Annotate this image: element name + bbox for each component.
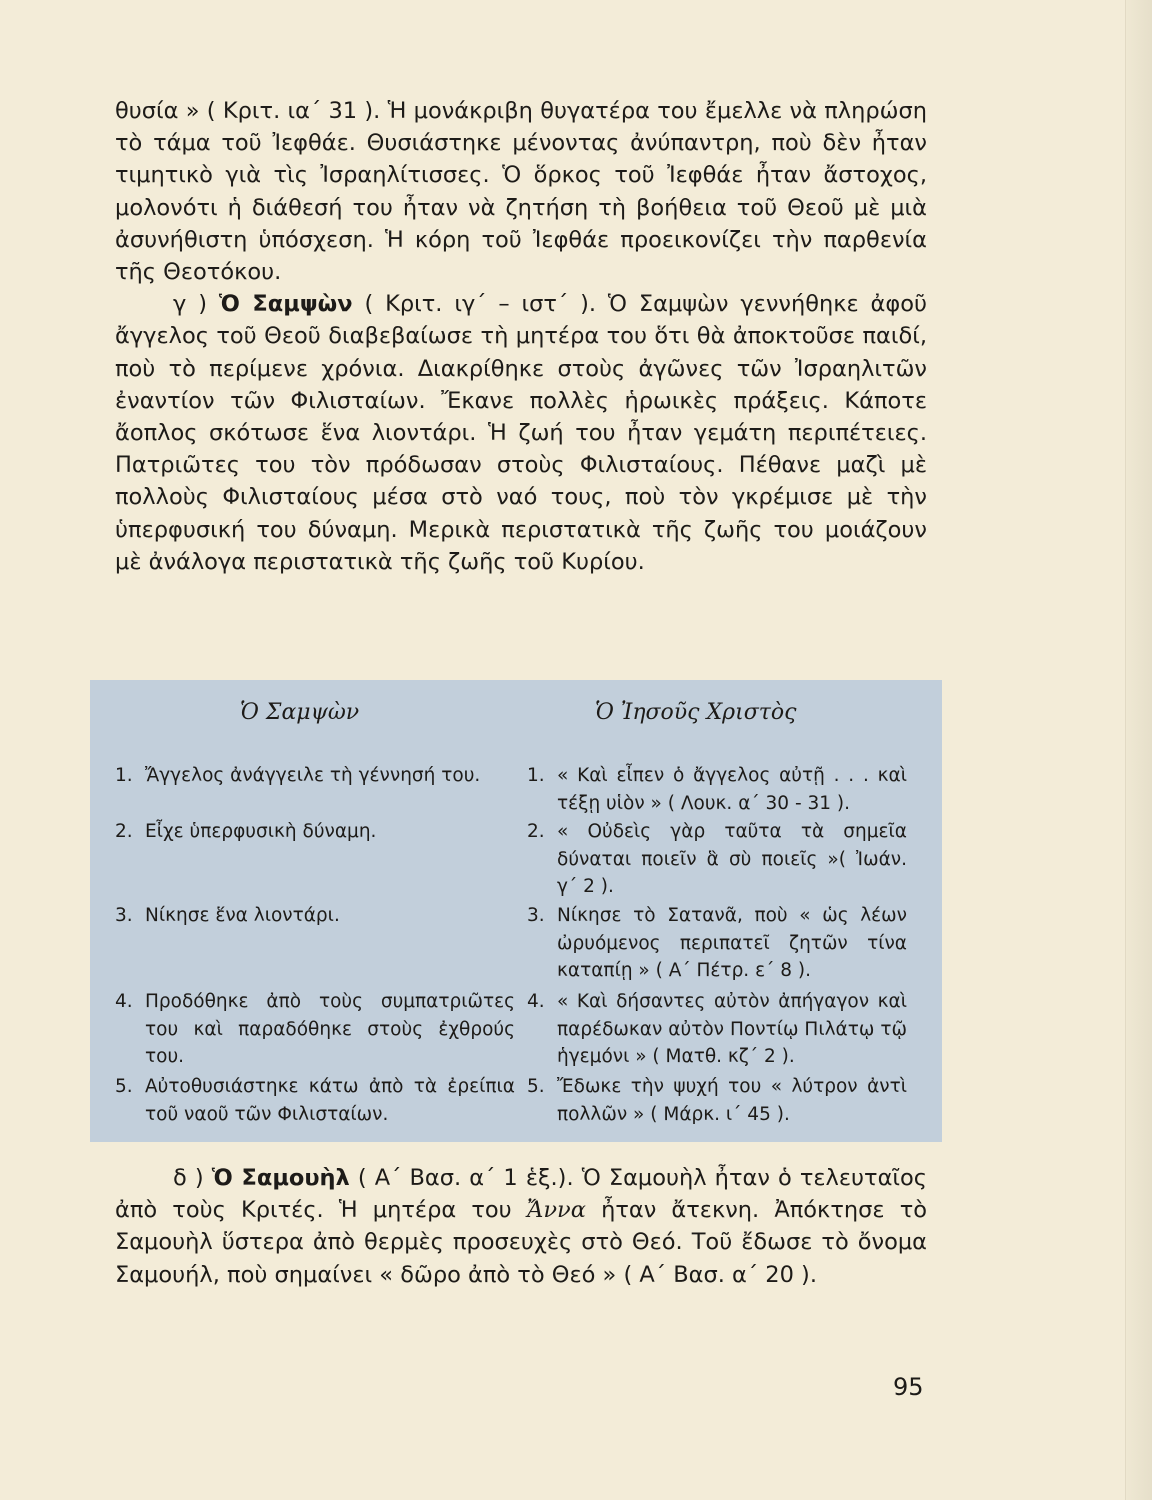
samson-item: 1. Ἄγγελος ἀνάγγειλε τὴ γέννησή του. [115,765,481,786]
christ-item: 1. « Καὶ εἶπεν ὁ ἄγγελος αὐτῇ . . . καὶ τέξῃ υἱὸν » ( Λουκ. α΄ 30 - 31 ). [527,765,907,814]
page-edge [1125,0,1152,1500]
section-label-d: δ ) [173,1165,204,1191]
paragraph-jephthah-samson [115,95,927,578]
samson-item: 3. Νίκησε ἕνα λιοντάρι. [115,905,340,926]
christ-item: 5. Ἔδωκε τὴν ψυχή του « λύτρον ἀντὶ πολλῶν » ( Μάρκ. ι΄ 45 ). [527,1076,907,1125]
samuel-heading: Ὁ Σαμουὴλ [211,1165,350,1191]
samson-item: 4. Προδόθηκε ἀπὸ τοὺς συμπατριῶτες του καὶ παραδόθηκε στοὺς ἐχθρούς του. [115,991,515,1067]
section-label-c: γ ) [173,291,207,318]
christ-item: 2. « Οὐδεὶς γὰρ ταῦτα τὰ σημεῖα δύναται ποιεῖν ἃ σὺ ποιεῖς »( Ἰωάν. γ΄ 2 ). [527,821,907,897]
christ-column-heading: Ὁ Ἰησοῦς Χριστὸς [595,700,797,725]
christ-item: 4. « Καὶ δήσαντες αὐτὸν ἀπήγαγον καὶ παρέδωκαν αὐτὸν Ποντίῳ Πιλάτῳ τῷ ἡγεμόνι » ( Ματθ. κζ΄ 2 ). [527,991,907,1067]
samson-item: 2. Εἶχε ὑπερφυσικὴ δύναμη. [115,821,377,842]
samuel-text-a: ( Α΄ Βασ. α΄ 1 ἑξ.). Ὁ Σαμουὴλ ἦταν ὁ τελευταῖος ἀπὸ τοὺς Κριτές. Ἡ μητέρα του [115,1165,927,1224]
comparison-panel [90,680,942,1142]
samson-column-heading: Ὁ Σαμψὼν [240,700,360,725]
paragraph-samuel [115,1162,927,1291]
christ-item: 3. Νίκησε τὸ Σατανᾶ, ποὺ « ὡς λέων ὠρυόμενος περιπατεῖ ζητῶν τίνα καταπίῃ » ( Α΄ Πέτρ. ε΄ 8 ). [527,905,907,981]
samuel-text-b: ἦταν ἄτεκνη. Ἀπόκτησε τὸ Σαμουὴλ ὕστερα ἀπὸ θερμὲς προσευχὲς στὸ Θεό. Τοῦ ἔδωσε τὸ ὄνομα Σαμουήλ, ποὺ σημαίνει « δῶρο ἀπὸ τὸ Θεό » ( Α΄ Βασ. α΄ 20 ). [115,1197,928,1288]
page-number: 95 [893,1373,924,1401]
samson-heading: Ὁ Σαμψὼν [218,291,353,318]
samson-text: ( Κριτ. ιγ΄ – ιστ΄ ). Ὁ Σαμψὼν γεννήθηκε ἀφοῦ ἄγγελος τοῦ Θεοῦ διαβεβαίωσε τὴ μητέρα του ὅτι θὰ ἀποκτοῦσε παιδί, ποὺ τὸ περίμενε χρόνια. Διακρίθηκε στοὺς ἀγῶνες τῶν Ἰσραηλιτῶν ἐναντίον τῶν Φιλισταίων. Ἔκανε πολλὲς ἡρωικὲς πράξεις. Κάποτε ἄοπλος σκότωσε ἕνα λιοντάρι. Ἡ ζωή του ἦταν γεμάτη περιπέτειες. Πατριῶτες του τὸν πρόδωσαν στοὺς Φιλισταίους. Πέθανε μαζὶ μὲ πολλοὺς Φιλισταίους μέσα στὸ ναό τους, ποὺ τὸν γκρέμισε μὲ τὴν ὑπερφυσική του δύναμη. Μερικὰ περιστατικὰ τῆς ζωῆς του μοιάζουν μὲ ἀνάλογα περιστατικὰ τῆς ζωῆς τοῦ Κυρίου. [115,291,928,575]
jephthah-text: θυσία » ( Κριτ. ια΄ 31 ). Ἡ μονάκριβη θυγατέρα του ἔμελλε νὰ πληρώση τὸ τάμα τοῦ Ἰεφθάε. Θυσιάστηκε μένοντας ἀνύπαντρη, ποὺ δὲν ἦταν τιμητικὸ γιὰ τὶς Ἰσραηλίτισσες. Ὁ ὅρκος τοῦ Ἰεφθάε ἦταν ἄστοχος, μολονότι ἡ διάθεσή του ἦταν νὰ ζητήση τὴ βοήθεια τοῦ Θεοῦ μὲ μιὰ ἀσυνήθιστη ὑπόσχεση. Ἡ κόρη τοῦ Ἰεφθάε προεικονίζει τὴν παρθενία τῆς Θεοτόκου. [115,98,927,286]
anna-name: Ἄννα [526,1197,586,1224]
samson-item: 5. Αὐτοθυσιάστηκε κάτω ἀπὸ τὰ ἐρείπια τοῦ ναοῦ τῶν Φιλισταίων. [115,1076,515,1125]
